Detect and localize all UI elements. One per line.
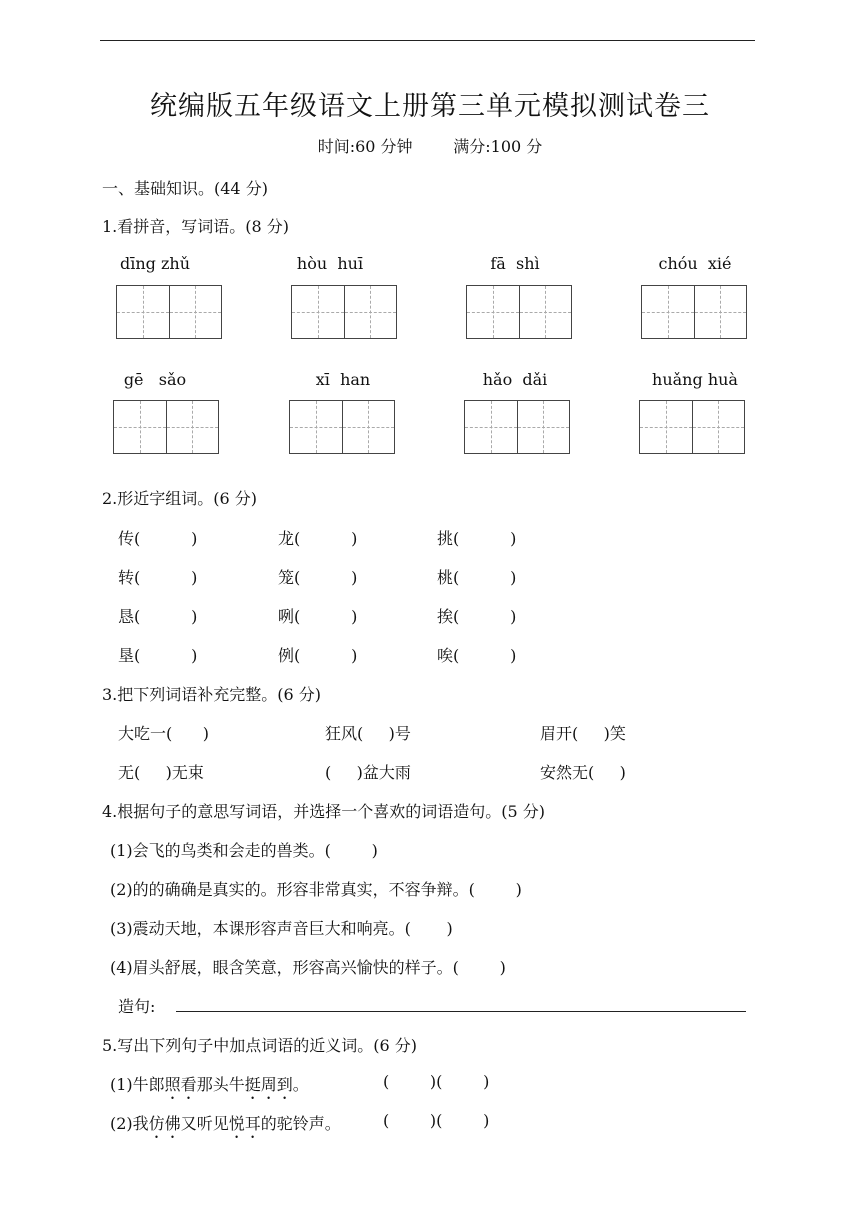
writing-grid[interactable] (641, 285, 747, 339)
answer-blank[interactable]: ( )( ) (383, 1072, 490, 1091)
question-5-heading: 5.写出下列句子中加点词语的近义词。(6 分) (102, 1036, 418, 1055)
answer-blank[interactable]: 无( )无束 (118, 763, 204, 782)
answer-blank[interactable]: 传( ) (118, 529, 198, 548)
question-1-heading: 1.看拼音，写词语。(8 分) (102, 217, 290, 236)
answer-blank[interactable]: 龙( ) (278, 529, 358, 548)
answer-blank[interactable]: 垦( ) (118, 646, 198, 665)
writing-grid[interactable] (466, 285, 572, 339)
pinyin-label: huǎng huà (652, 370, 738, 389)
answer-blank[interactable]: ( )( ) (383, 1111, 490, 1130)
pinyin-label: hǎo dǎi (482, 370, 548, 389)
question-2-heading: 2.形近字组词。(6 分) (102, 489, 258, 508)
section-heading: 一、基础知识。(44 分) (102, 179, 268, 198)
answer-blank[interactable]: 挨( ) (437, 607, 517, 626)
answer-blank[interactable]: 大吃一( ) (118, 724, 210, 743)
sentence-text: 那头牛 (196, 1075, 245, 1094)
pinyin-label: dīng zhǔ (119, 254, 191, 273)
question-item (110, 1111, 341, 1142)
sentence-text: 的驼铃声。 (260, 1114, 341, 1133)
header-rule (100, 40, 755, 41)
sentence-text: 。 (292, 1075, 309, 1094)
writing-grid[interactable] (639, 400, 745, 454)
dotted-word: 挺周到 (244, 1075, 293, 1094)
dotted-word: 悦耳 (228, 1114, 261, 1133)
answer-blank[interactable]: 挑( ) (437, 529, 517, 548)
question-item[interactable]: (1)会飞的鸟类和会走的兽类。( ) (110, 841, 378, 860)
answer-blank[interactable]: 桃( ) (437, 568, 517, 587)
pinyin-label: gē sǎo (123, 370, 187, 389)
question-item[interactable]: (4)眉头舒展，眼含笑意，形容高兴愉快的样子。( ) (110, 958, 506, 977)
sentence-answer-line[interactable] (176, 1011, 746, 1012)
pinyin-label: chóu xié (658, 254, 732, 273)
answer-blank[interactable]: 狂风( )号 (325, 724, 411, 743)
writing-grid[interactable] (464, 400, 570, 454)
question-item[interactable]: (2)的的确确是真实的。形容非常真实，不容争辩。( ) (110, 880, 522, 899)
dotted-word: 照看 (164, 1075, 197, 1094)
sentence-text: (2)我 (110, 1114, 149, 1133)
answer-blank[interactable]: 例( ) (278, 646, 358, 665)
pinyin-label: fā shì (490, 254, 540, 273)
dotted-word: 仿佛 (148, 1114, 181, 1133)
page-title: 统编版五年级语文上册第三单元模拟测试卷三 (150, 91, 710, 122)
exam-info: 时间:60 分钟 满分:100 分 (317, 137, 543, 156)
pinyin-label: xī han (315, 370, 371, 389)
sentence-text: (1)牛郎 (110, 1075, 165, 1094)
answer-blank[interactable]: 恳( ) (118, 607, 198, 626)
answer-blank[interactable]: 唉( ) (437, 646, 517, 665)
writing-grid[interactable] (113, 400, 219, 454)
question-item (110, 1072, 309, 1103)
answer-blank[interactable]: 转( ) (118, 568, 198, 587)
question-item[interactable]: (3)震动天地，本课形容声音巨大和响亮。( ) (110, 919, 453, 938)
answer-blank[interactable]: 眉开( )笑 (540, 724, 626, 743)
writing-grid[interactable] (289, 400, 395, 454)
answer-blank[interactable]: 笼( ) (278, 568, 358, 587)
question-4-heading: 4.根据句子的意思写词语，并选择一个喜欢的词语造句。(5 分) (102, 802, 546, 821)
answer-blank[interactable]: 安然无( ) (540, 763, 626, 782)
answer-blank[interactable]: 咧( ) (278, 607, 358, 626)
writing-grid[interactable] (116, 285, 222, 339)
sentence-label: 造句: (118, 997, 156, 1016)
question-3-heading: 3.把下列词语补充完整。(6 分) (102, 685, 322, 704)
writing-grid[interactable] (291, 285, 397, 339)
answer-blank[interactable]: ( )盆大雨 (325, 763, 411, 782)
sentence-text: 又听见 (180, 1114, 229, 1133)
pinyin-label: hòu huī (296, 254, 364, 273)
